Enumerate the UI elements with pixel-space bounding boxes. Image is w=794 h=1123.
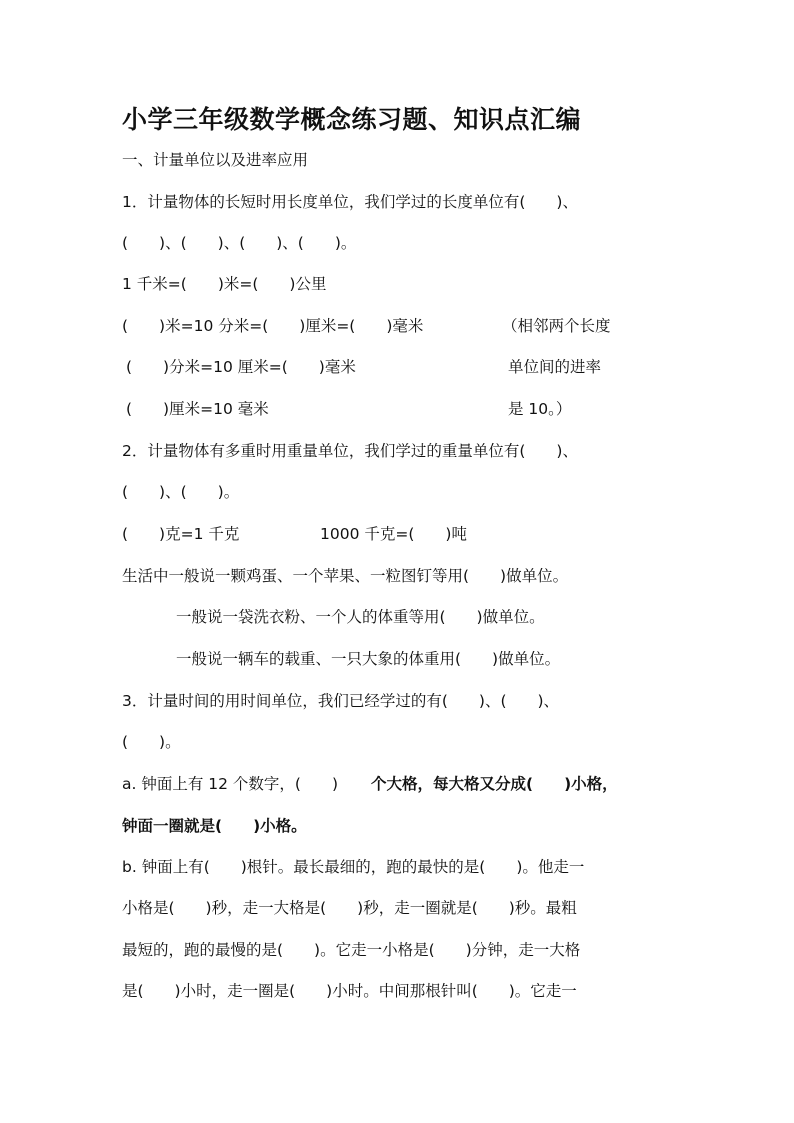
clock-a-line-1-part-1: a. 钟面上有 12 个数字，( ) <box>122 775 339 793</box>
page-title: 小学三年级数学概念练习题、知识点汇编 <box>122 105 582 134</box>
side-note-line-2: 单位间的进率 <box>508 358 602 376</box>
weight-usage-line-1: 生活中一般说一颗鸡蛋、一个苹果、一粒图钉等用( )做单位。 <box>122 567 569 585</box>
side-note-line-3: 是 10。） <box>508 400 572 418</box>
question-2-line-1: 2．计量物体有多重时用重量单位，我们学过的重量单位有( )、 <box>122 442 578 460</box>
side-note-line-1: （相邻两个长度 <box>502 317 611 335</box>
weight-usage-line-2: 一般说一袋洗衣粉、一个人的体重等用( )做单位。 <box>176 608 545 626</box>
clock-b-line-4: 是( )小时，走一圈是( )小时。中间那根针叫( )。它走一 <box>122 982 577 1000</box>
question-2-line-2: ( )、( )。 <box>122 483 240 501</box>
question-1-line-2: ( )、( )、( )、( )。 <box>122 234 357 252</box>
length-conversion-cm: ( )厘米=10 毫米 <box>126 400 269 418</box>
clock-a-line-1-part-2: 个大格，每大格又分成( )小格， <box>371 775 618 793</box>
length-conversion-km: 1 千米=( )米=( )公里 <box>122 275 327 293</box>
clock-b-line-1: b. 钟面上有( )根针。最长最细的，跑的最快的是( )。他走一 <box>122 858 585 876</box>
question-3-line-1: 3．计量时间的用时间单位，我们已经学过的有( )、( )、 <box>122 692 560 710</box>
weight-conversion-g: ( )克=1 千克 <box>122 525 240 543</box>
clock-b-line-2: 小格是( )秒，走一大格是( )秒，走一圈就是( )秒。最粗 <box>122 899 577 917</box>
question-1-line-1: 1．计量物体的长短时用长度单位，我们学过的长度单位有( )、 <box>122 193 578 211</box>
weight-conversion-t: 1000 千克=( )吨 <box>320 525 467 543</box>
clock-b-line-3: 最短的，跑的最慢的是( )。它走一小格是( )分钟，走一大格 <box>122 941 581 959</box>
length-conversion-dm: ( )分米=10 厘米=( )毫米 <box>126 358 356 376</box>
clock-a-line-2: 钟面一圈就是( )小格。 <box>122 817 307 835</box>
length-conversion-m: ( )米=10 分米=( )厘米=( )毫米 <box>122 317 424 335</box>
question-3-line-2: ( )。 <box>122 733 181 751</box>
section-heading: 一、计量单位以及进率应用 <box>122 151 309 169</box>
weight-usage-line-3: 一般说一辆车的载重、一只大象的体重用( )做单位。 <box>176 650 561 668</box>
